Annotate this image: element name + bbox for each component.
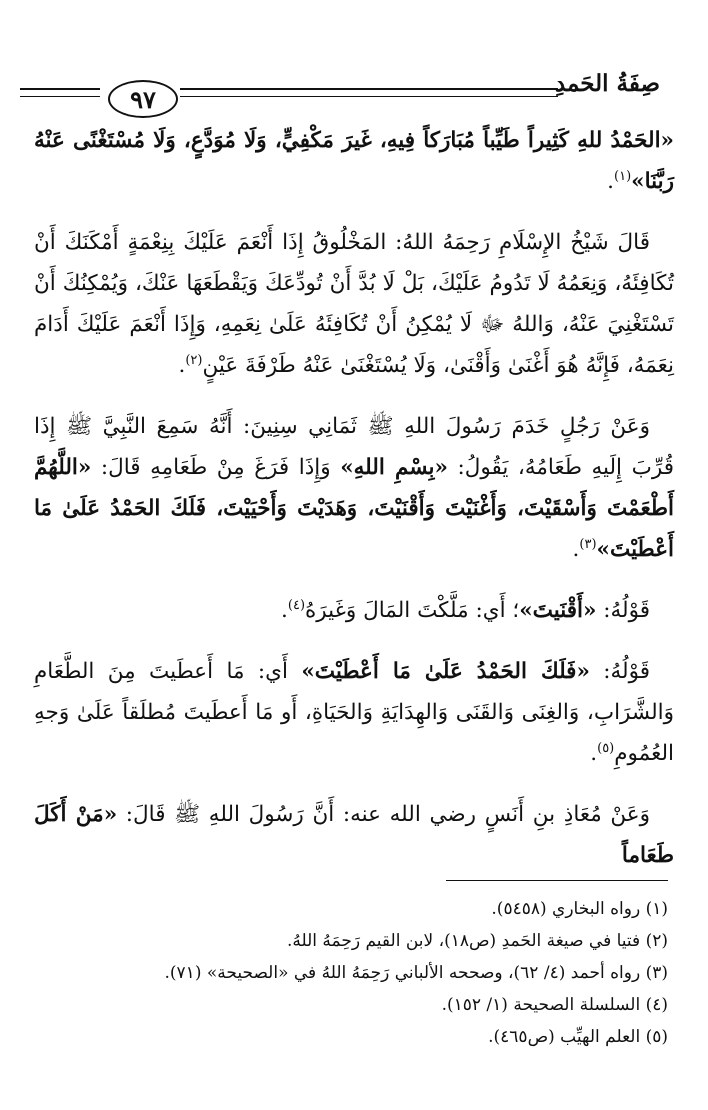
header-rule-top [180, 88, 558, 90]
footnote-2: (٢) فتيا في صيغة الحَمدِ (ص١٨)، لابن القيم رَحِمَهُ اللهُ. [286, 931, 668, 951]
bismillah-text: «بِسْمِ اللهِ» [340, 455, 448, 480]
term-text: «أَقْنَيتَ» [519, 598, 597, 623]
punct: . [590, 741, 598, 766]
narration-text: وَعَنْ رَجُلٍ خَدَمَ رَسُولَ اللهِ ﷺ ثَمَانِي سِنِينَ: أَنَّهُ سَمِعَ النَّبِيَّ ﷺ إِذَا قُرِّبَ إِلَيهِ طَعَامُهُ، يَقُولُ: [34, 414, 674, 480]
paragraph-falakal-hamd [34, 651, 674, 774]
page-header [20, 70, 688, 126]
footnote-ref-2: (٢) [185, 352, 203, 368]
header-rule-left-top [20, 88, 100, 90]
paragraph-ibn-taymiyya [34, 222, 674, 386]
running-title: صِفَةُ الحَمدِ [554, 70, 660, 97]
narration-text: وَعَنْ مُعَاذِ بنِ أَنَسٍ رضي الله عنه: أَنَّ رَسُولَ اللهِ ﷺ قَالَ: [117, 802, 651, 827]
footnote-4: (٤) السلسلة الصحيحة (١/ ١٥٢). [441, 995, 668, 1015]
footnote-ref-1: (١) [614, 168, 632, 184]
main-text [34, 120, 674, 896]
hadith-start-text: «مَنْ أَكَلَ طَعَاماً [34, 802, 674, 868]
paragraph-hadith-hamd [34, 120, 674, 202]
footnote-ref-3: (٣) [579, 536, 597, 552]
page-number: ٩٧ [108, 80, 178, 118]
term-text: «فَلَكَ الحَمْدُ عَلَىٰ مَا أَعْطَيْتَ» [301, 659, 590, 684]
paragraph-muadh [34, 794, 674, 876]
explanation-text: أَي: مَا أَعطَيتَ مِنَ الطَّعَامِ وَالشَّرَابِ، وَالغِنَى وَالقَنَى وَالهِدَايَةِ وَالحَيَاةِ، أَو مَا أَعطَيتَ مُطلَقاً عَلَىٰ وَجهِ العُمُومِ [34, 659, 674, 766]
lead-text: قَوْلُهُ: [589, 659, 650, 684]
punct: . [178, 353, 186, 378]
lead-text: قَوْلُهُ: [596, 598, 650, 623]
narration-text-2: وَإِذَا فَرَغَ مِنْ طَعَامِهِ قَالَ: [91, 455, 341, 480]
punct: . [572, 537, 580, 562]
hadith-text: «الحَمْدُ للهِ كَثِيراً طَيِّباً مُبَارَكاً فِيهِ، غَيرَ مَكْفِيٍّ، وَلَا مُوَدَّعٍ، وَلَا مُسْتَغْنًى عَنْهُ رَبَّنَا» [34, 128, 674, 194]
punct: . [607, 169, 615, 194]
header-rule-bottom [180, 96, 558, 97]
footnotes [40, 893, 668, 1053]
footnote-5: (٥) العلم الهيِّب (ص٤٦٥). [488, 1027, 668, 1047]
footnote-divider [446, 880, 668, 881]
punct: . [281, 598, 288, 623]
dua-text: «اللَّهُمَّ أَطْعَمْتَ وَأَسْقَيْتَ، وَأَغْنَيْتَ وَأَقْنَيْتَ، وَهَدَيْتَ وَأَحْيَيْتَ، فَلَكَ الحَمْدُ عَلَىٰ مَا أَعْطَيْتَ» [34, 455, 674, 562]
header-rule-left-bottom [20, 96, 100, 97]
footnote-1: (١) رواه البخاري (٥٤٥٨). [491, 899, 668, 919]
footnote-3: (٣) رواه أحمد (٤/ ٦٢)، وصححه الألباني رَحِمَهُ اللهُ في «الصحيحة» (٧١). [164, 963, 668, 983]
footnote-ref-5: (٥) [597, 740, 615, 756]
explanation-text: ؛ أَي: مَلَّكْتَ المَالَ وَغَيرَهُ [305, 598, 520, 623]
paragraph-aqnayta [34, 590, 674, 631]
quote-text: قَالَ شَيْخُ الإِسْلَامِ رَحِمَهُ اللهُ: المَخْلُوقُ إِذَا أَنْعَمَ عَلَيْكَ بِنِعْمَةٍ أَمْكَنَكَ أَنْ تُكَافِئَهُ، وَنِعَمُهُ لَا تَدُومُ عَلَيْكَ، بَلْ لَا بُدَّ أَنْ تُودِّعَكَ وَيَقْطَعَهَا عَنْكَ، وَيُمْكِنُكَ أَنْ تَسْتَغْنِيَ عَنْهُ، وَاللهُ ﷻ لَا يُمْكِنُ أَنْ تُكَافِئَهُ عَلَىٰ نِعَمِهِ، وَإِذَا أَنْعَمَ عَلَيْكَ أَدَامَ نِعَمَهُ، فَإِنَّهُ هُوَ أَغْنَىٰ وَأَقْنَىٰ، وَلَا يُسْتَغْنَىٰ عَنْهُ طَرْفَةَ عَيْنٍ [34, 230, 674, 378]
paragraph-servant-hadith [34, 406, 674, 570]
footnote-ref-4: (٤) [287, 597, 306, 613]
